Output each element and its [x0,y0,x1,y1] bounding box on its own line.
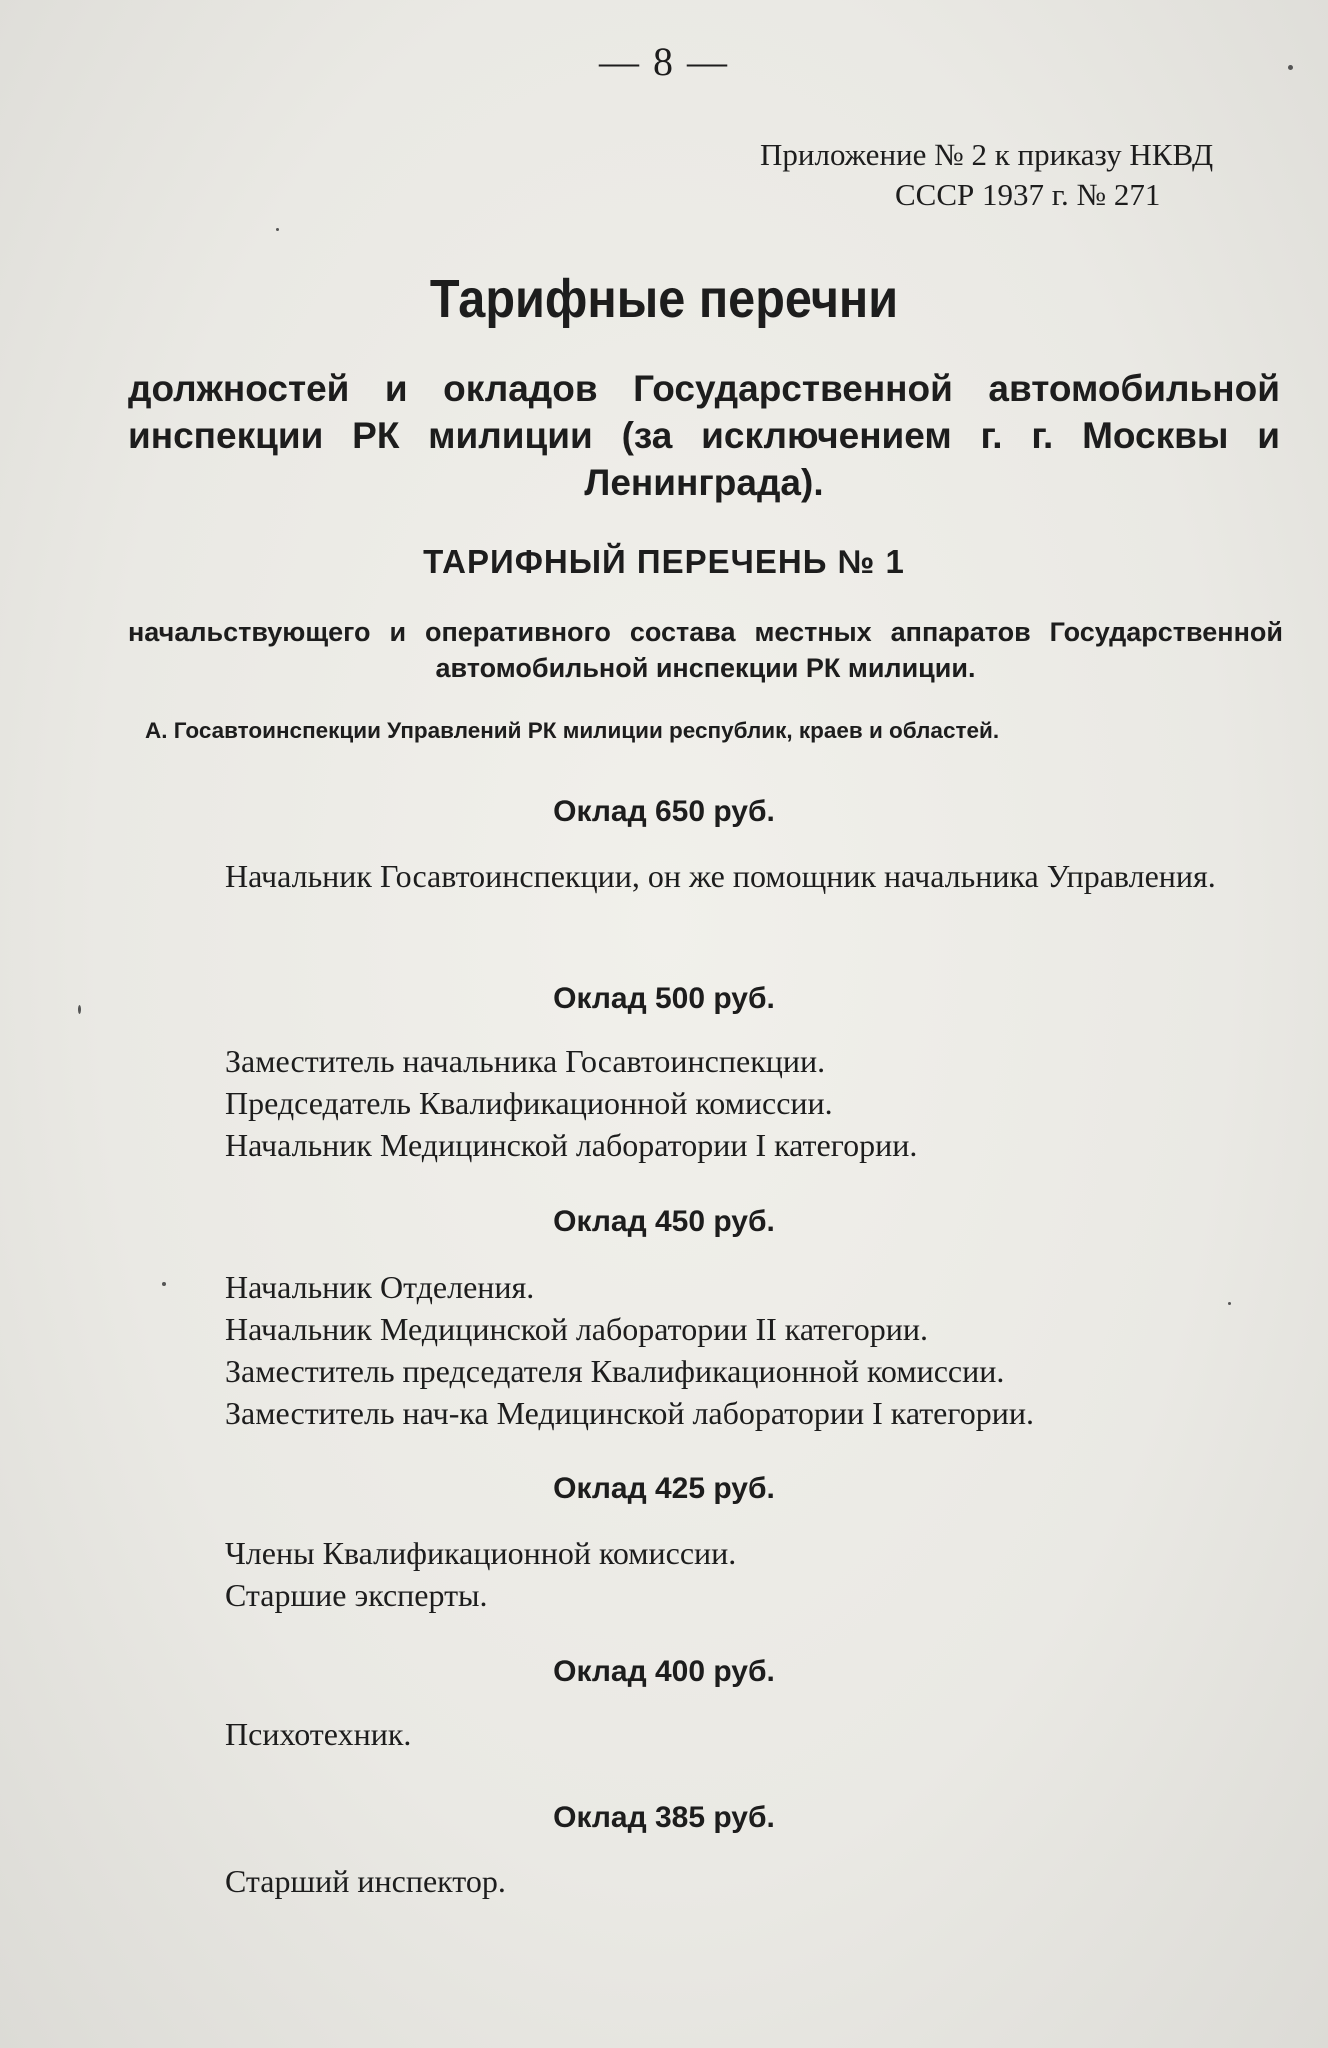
position-item: Начальник Отделения. [225,1269,535,1305]
page-number: — 8 — [599,39,729,84]
document-subtitle: должностей и окладов Государственной автомобильной инспекции РК милиции (за исключением г. г. Москвы и Ленинграда). [128,368,1280,503]
position-item: Начальник Госавтоинспекции, он же помощник начальника Управления. [225,858,1216,894]
position-item: Заместитель нач-ка Медицинской лаборатории I категории. [225,1395,1034,1431]
position-list-650 [130,855,1295,897]
position-item: Начальник Медицинской лаборатории II категории. [225,1311,928,1347]
appendix-reference [760,135,1280,215]
paper-speck [1228,1302,1231,1305]
position-item: Заместитель председателя Квалификационной комиссии. [225,1353,1005,1389]
position-item: Начальник Медицинской лаборатории I категории. [225,1127,918,1163]
position-list-500 [225,1040,1295,1166]
tariff-list-subtitle: начальствующего и оперативного состава местных аппаратов Государственной автомобильной инспекции РК милиции. [128,617,1283,683]
position-item: Председатель Квалификационной комиссии. [225,1085,833,1121]
paper-speck [276,228,279,231]
position-list-385 [225,1860,1295,1902]
salary-heading-385: Оклад 385 руб. [553,1801,775,1834]
document-title: Тарифные перечни [429,269,899,329]
salary-heading-500: Оклад 500 руб. [553,982,775,1015]
position-list-425 [225,1532,1295,1616]
appendix-line-1: Приложение № 2 к приказу НКВД [760,137,1214,172]
position-item: Члены Квалификационной комиссии. [225,1535,737,1571]
position-item: Заместитель начальника Госавтоинспекции. [225,1043,826,1079]
section-a-heading: А. Госавтоинспекции Управлений РК милиции республик, краев и областей. [145,718,1000,743]
salary-heading-650: Оклад 650 руб. [553,795,775,828]
tariff-list-title: ТАРИФНЫЙ ПЕРЕЧЕНЬ № 1 [423,543,905,580]
appendix-line-2: СССР 1937 г. № 271 [895,177,1161,212]
salary-heading-400: Оклад 400 руб. [553,1655,775,1688]
position-list-450 [225,1266,1295,1434]
paper-speck [1288,65,1293,70]
paper-speck [162,1282,166,1286]
salary-heading-450: Оклад 450 руб. [553,1205,775,1238]
position-item: Психотехник. [225,1716,412,1752]
position-item: Старшие эксперты. [225,1577,488,1613]
salary-heading-425: Оклад 425 руб. [553,1472,775,1505]
paper-speck [78,1005,81,1014]
position-item: Старший инспектор. [225,1863,506,1899]
position-list-400 [225,1713,1295,1755]
